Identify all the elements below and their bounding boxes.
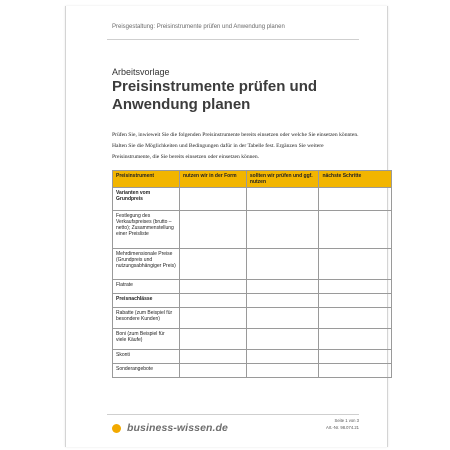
table-row (113, 308, 392, 329)
document-title: Preisinstrumente prüfen und Anwendung planen (112, 78, 318, 113)
row-label: Mehrdimensionale Preise (Grundpreis und nutzungsabhängiger Preis) (113, 249, 180, 280)
brand-logo (112, 422, 228, 434)
table-row (113, 249, 392, 280)
table-cell[interactable] (319, 308, 392, 329)
column-header: Preisinstrument (113, 171, 180, 188)
row-label: Skonti (113, 350, 180, 364)
table-cell[interactable] (319, 294, 392, 308)
table-row (113, 280, 392, 294)
table-cell[interactable] (246, 249, 319, 280)
table-cell[interactable] (319, 364, 392, 378)
table-cell[interactable] (246, 308, 319, 329)
logo-dot-icon (112, 424, 121, 433)
table-cell[interactable] (319, 188, 392, 211)
table-cell[interactable] (319, 249, 392, 280)
table-cell[interactable] (319, 329, 392, 350)
header-divider (107, 39, 359, 40)
table-row (113, 364, 392, 378)
table-cell[interactable] (246, 350, 319, 364)
table-cell[interactable] (246, 329, 319, 350)
table-cell[interactable] (319, 280, 392, 294)
row-label: Preisnachlässe (113, 294, 180, 308)
row-label: Boni (zum Beispiel für viele Käufe) (113, 329, 180, 350)
table-cell[interactable] (179, 329, 246, 350)
logo-text: business-wissen.de (127, 422, 229, 434)
table-cell[interactable] (179, 188, 246, 211)
intro-paragraph: Prüfen Sie, inwieweit Sie die folgenden Preisinstrumente bereits einsetzen oder welche Sie einsetzen könnten. Halten Sie die Möglichkeiten und Bedingungen dafür in der Tabelle fest. Ergänzen Sie weitere Preisinstrumente, die Sie bereits einsetzen oder einsetzen können. (112, 132, 359, 160)
article-number: Art.-Nr. 98.074.21 (325, 425, 359, 430)
table-cell[interactable] (179, 350, 246, 364)
table-cell[interactable] (179, 308, 246, 329)
table-cell[interactable] (246, 294, 319, 308)
table-cell[interactable] (179, 280, 246, 294)
column-header: nächste Schritte (319, 171, 392, 188)
column-header: nutzen wir in der Form (179, 171, 246, 188)
page-info (326, 417, 359, 431)
page-number: Seite 1 von 3 (334, 418, 359, 423)
row-label: Flatrate (113, 280, 180, 294)
row-label: Rabatte (zum Beispiel für besondere Kunden) (113, 308, 180, 329)
table-header-row (113, 171, 392, 188)
table-cell[interactable] (246, 211, 319, 249)
row-label: Varianten vom Grundpreis (113, 188, 180, 211)
row-label: Sonderangebote (113, 364, 180, 378)
table-cell[interactable] (246, 364, 319, 378)
table-cell[interactable] (179, 249, 246, 280)
table-cell[interactable] (179, 211, 246, 249)
column-header: sollten wir prüfen und ggf. nutzen (246, 171, 319, 188)
table-row (113, 188, 392, 211)
table-cell[interactable] (179, 364, 246, 378)
table-cell[interactable] (246, 188, 319, 211)
table-cell[interactable] (246, 280, 319, 294)
price-instrument-table (112, 170, 392, 378)
document-subtitle: Arbeitsvorlage (112, 67, 170, 77)
footer-divider (107, 414, 359, 415)
row-label: Festlegung des Verkaufspreises (brutto – netto); Zusammenstellung einer Preisliste (113, 211, 180, 249)
table-cell[interactable] (179, 294, 246, 308)
table-row (113, 211, 392, 249)
table-row (113, 329, 392, 350)
running-title: Preisgestaltung: Preisinstrumente prüfen und Anwendung planen (112, 24, 285, 30)
table-row (113, 350, 392, 364)
table-cell[interactable] (319, 211, 392, 249)
document-page (65, 6, 388, 447)
table-cell[interactable] (319, 350, 392, 364)
table-row (113, 294, 392, 308)
